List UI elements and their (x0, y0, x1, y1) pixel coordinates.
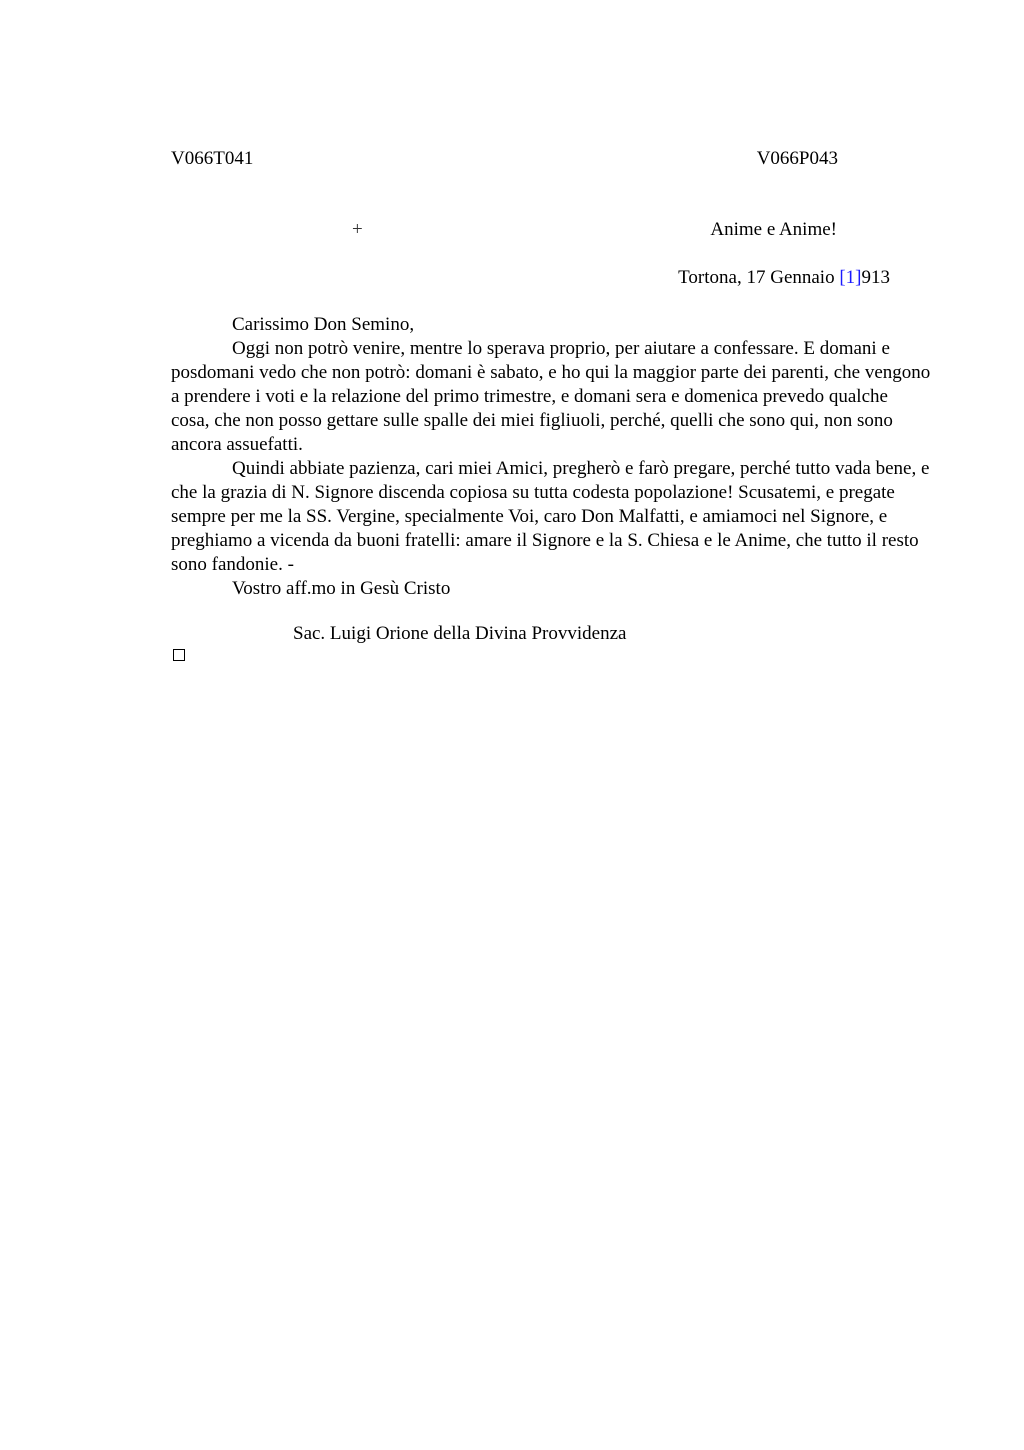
document-code-left: V066T041 (171, 148, 254, 169)
letter-paragraph: Oggi non potrò venire, mentre lo sperava proprio, per aiutare a confessare. E domani e posdomani vedo che non potrò: domani è sabato, e ho qui la maggior parte dei parenti, che vengono a prendere i voti e la relazione del primo trimestre, e domani sera e domenica prevedo qualche cosa, che non posso gettare sulle spalle dei miei figliuoli, perché, quelli che sono qui, non sono ancora assuefatti. (171, 338, 931, 455)
salutation: Carissimo Don Semino, (232, 314, 415, 335)
closing: Vostro aff.mo in Gesù Cristo (232, 578, 451, 599)
motto: Anime e Anime! (710, 219, 837, 240)
letter-body (171, 313, 931, 601)
place-date-text: Tortona, 17 Gennaio (678, 267, 840, 288)
signature: Sac. Luigi Orione della Divina Provvidenza (293, 623, 627, 644)
cross-mark: + (352, 219, 363, 240)
footnote-reference-link[interactable]: [1] (839, 267, 862, 288)
place-date-line (678, 267, 890, 289)
document-code-right: V066P043 (756, 148, 838, 169)
end-of-document-box-icon (173, 649, 185, 661)
place-date-year: 913 (861, 267, 890, 288)
letter-paragraph: Quindi abbiate pazienza, cari miei Amici, pregherò e farò pregare, perché tutto vada bene, e che la grazia di N. Signore discenda copiosa su tutta codesta popolazione! Scusatemi, e pregate sempre per me la SS. Vergine, specialmente Voi, caro Don Malfatti, e amiamoci nel Signore, e preghiamo a vicenda da buoni fratelli: amare il Signore e la S. Chiesa e le Anime, che tutto il resto sono fandonie. - (171, 458, 930, 575)
